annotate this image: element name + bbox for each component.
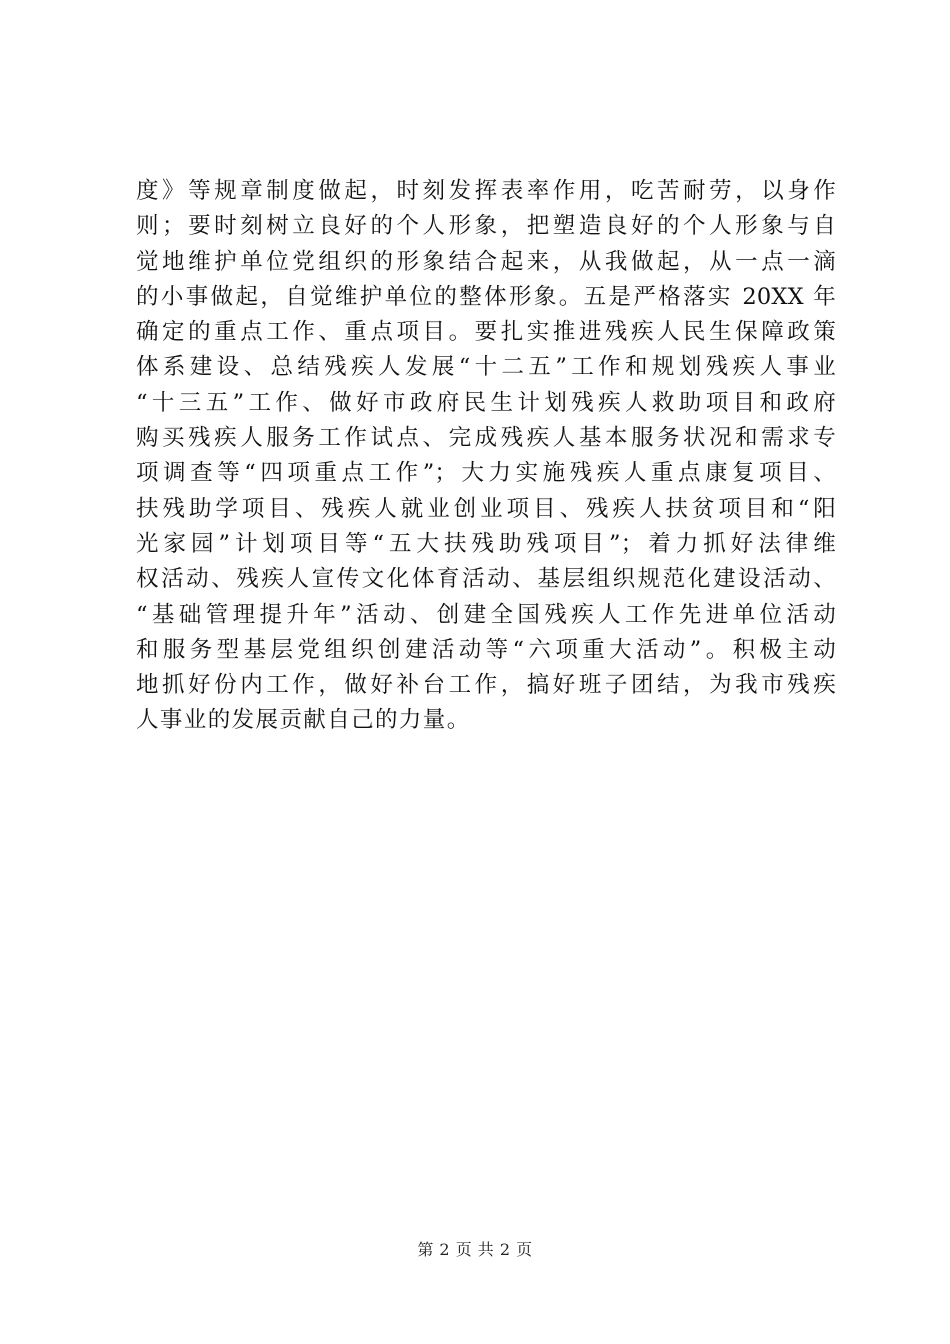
text-line: 购买残疾人服务工作试点、完成残疾人基本服务状况和需求专 xyxy=(136,425,836,452)
text-line: “十三五”工作、做好市政府民生计划残疾人救助项目和政府 xyxy=(136,389,836,416)
text-line: “基础管理提升年”活动、创建全国残疾人工作先进单位活动 xyxy=(136,601,836,628)
text-line: 度》等规章制度做起，时刻发挥表率作用，吃苦耐劳，以身作 xyxy=(136,178,836,204)
text-line: 项调查等“四项重点工作”；大力实施残疾人重点康复项目、 xyxy=(136,460,836,487)
text-line: 觉地维护单位党组织的形象结合起来，从我做起，从一点一滴 xyxy=(136,248,836,275)
text-line: 地抓好份内工作，做好补台工作，搞好班子团结，为我市残疾 xyxy=(136,672,836,699)
text-line-last: 人事业的发展贡献自己的力量。 xyxy=(136,707,471,734)
text-line: 的小事做起，自觉维护单位的整体形象。五是严格落实 20XX 年 xyxy=(136,283,836,310)
text-line: 光家园”计划项目等“五大扶残助残项目”；着力抓好法律维 xyxy=(136,530,836,557)
body-paragraph xyxy=(136,174,836,739)
text-line: 和服务型基层党组织创建活动等“六项重大活动”。积极主动 xyxy=(136,636,836,663)
text-line: 权活动、残疾人宣传文化体育活动、基层组织规范化建设活动、 xyxy=(136,566,836,593)
text-line: 则；要时刻树立良好的个人形象，把塑造良好的个人形象与自 xyxy=(136,213,836,240)
text-line: 扶残助学项目、残疾人就业创业项目、残疾人扶贫项目和“阳 xyxy=(136,495,836,522)
text-line: 确定的重点工作、重点项目。要扎实推进残疾人民生保障政策 xyxy=(136,319,836,346)
text-line: 体系建设、总结残疾人发展“十二五”工作和规划残疾人事业 xyxy=(136,354,836,381)
page-number-footer: 第 2 页 共 2 页 xyxy=(417,1240,533,1259)
